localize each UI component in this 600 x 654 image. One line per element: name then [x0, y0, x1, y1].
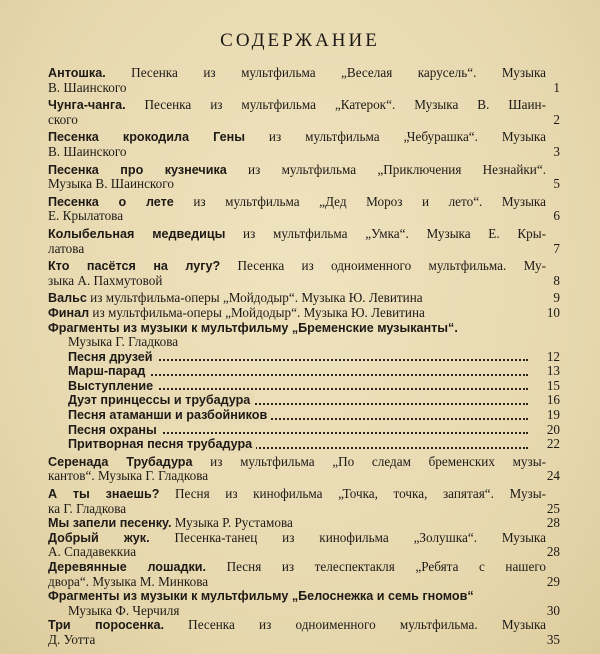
page-number: 6: [553, 209, 560, 224]
page-title: СОДЕРЖАНИЕ: [220, 30, 380, 51]
sub-item-label: Выступление: [68, 378, 154, 393]
entry-text: Песенка из одноименного мультфильма. Му-: [220, 259, 546, 274]
section-composer: Музыка Г. Гладкова: [68, 335, 179, 350]
toc-entry[interactable]: [48, 306, 560, 321]
entry-text: из мультфильма „По следам бременских музы-: [192, 454, 546, 469]
toc-entry[interactable]: [48, 130, 560, 159]
entry-text: В. Шаинского: [48, 144, 127, 159]
entry-text: Песенка из мультфильма „Катерок“. Музыка В. Шаин-: [125, 98, 546, 113]
toc-entry[interactable]: [48, 98, 560, 127]
page-number: 15: [546, 377, 560, 393]
entry-text: Песня из телеспектакля „Ребята с нашего: [206, 560, 546, 574]
sub-item-label: Песня охраны: [68, 422, 157, 437]
entry-text: двора“. Музыка М. Минкова: [48, 574, 209, 589]
section-heading: Фрагменты из музыки к мультфильму „Бременские музыканты“.: [48, 320, 458, 335]
sub-item[interactable]: [48, 408, 560, 423]
entry-text: зыка А. Пахмутовой: [48, 273, 163, 288]
sub-item[interactable]: [48, 393, 560, 408]
page-number: 35: [546, 632, 560, 647]
entry-title: Вальс: [48, 291, 87, 306]
sub-item[interactable]: [48, 423, 560, 438]
page-number: 10: [546, 305, 560, 320]
bremen-section: [48, 321, 560, 350]
toc-entry[interactable]: [48, 66, 560, 95]
page-number: 19: [546, 407, 560, 423]
entry-text: ского: [48, 112, 78, 127]
entry-text: Песня из кинофильма „Точка, точка, запятая“. Музы-: [159, 487, 546, 502]
toc-entry[interactable]: [48, 487, 560, 516]
toc-entry[interactable]: [48, 291, 560, 306]
entry-text: из мультфильма „Дед Мороз и лето“. Музыка: [173, 194, 546, 209]
page-number: 13: [546, 363, 560, 379]
page-number: 24: [546, 469, 560, 484]
page-number: 3: [553, 144, 560, 159]
toc-entry[interactable]: [48, 163, 560, 192]
entry-text: Песенка-танец из кинофильма „Золушка“. Музыка: [149, 530, 546, 545]
sub-item-label: Песня друзей: [68, 349, 153, 364]
entry-title: Песенка крокодила Гены: [48, 130, 246, 145]
entry-title: Мы запели песенку.: [48, 516, 172, 531]
sub-item-label: Притворная песня трубадура: [68, 437, 253, 452]
toc-entry[interactable]: [48, 195, 560, 224]
entry-text: из мультфильма „Приключения Незнайки“.: [226, 162, 546, 177]
entry-text: А. Спадавеккиа: [48, 545, 137, 560]
toc-entry[interactable]: [48, 560, 560, 589]
entry-title: Добрый жук.: [48, 530, 150, 545]
page-number: 16: [546, 392, 560, 408]
sub-item-label: Песня атаманши и разбойников: [68, 408, 268, 423]
toc-entry[interactable]: [48, 516, 560, 531]
page-number: 30: [546, 603, 560, 618]
entry-title: Антошка.: [48, 66, 106, 80]
page-number: 12: [546, 348, 560, 364]
toc-entry[interactable]: [48, 259, 560, 288]
entry-text: из мультфильма „Умка“. Музыка Е. Кры-: [225, 226, 546, 241]
entry-title: Песенка про кузнечика: [48, 162, 227, 177]
page-number: 20: [546, 421, 560, 437]
entry-text: ка Г. Гладкова: [48, 501, 127, 516]
entry-text: из мультфильма „Чебурашка“. Музыка: [245, 130, 546, 145]
entry-title: Финал: [48, 305, 90, 320]
entry-title: Колыбельная медведицы: [48, 226, 226, 241]
page-number: 25: [546, 501, 560, 516]
toc-entry[interactable]: [48, 531, 560, 560]
entry-text: В. Шаинского: [48, 80, 127, 95]
page-number: 29: [546, 574, 560, 589]
entry-text: Песенка из одноименного мультфильма. Музыка: [163, 618, 547, 633]
page-number: 22: [546, 436, 560, 452]
toc-entry[interactable]: [48, 589, 560, 618]
entry-title: Деревянные лошадки.: [48, 560, 207, 574]
page-number: 2: [553, 112, 560, 127]
page-number: 9: [553, 291, 560, 306]
toc-entry[interactable]: [48, 618, 560, 647]
page-number: 28: [546, 545, 560, 560]
entry-title: Кто пасётся на лугу?: [48, 259, 221, 274]
entry-text: Песенка из мультфильма „Веселая карусель“. Музыка: [105, 66, 546, 80]
entry-text: Музыка Ф. Черчиля: [68, 603, 180, 618]
page-number: 7: [553, 241, 560, 256]
table-of-contents: [48, 66, 560, 648]
sub-item[interactable]: [48, 379, 560, 394]
entry-text: латова: [48, 241, 85, 256]
entry-title: Серенада Трубадура: [48, 454, 193, 469]
entry-text: кантов“. Музыка Г. Гладкова: [48, 469, 209, 484]
page-number: 8: [553, 273, 560, 288]
toc-entry[interactable]: [48, 227, 560, 256]
entry-text: Д. Уотта: [48, 632, 96, 647]
entry-text: из мультфильма-оперы „Мойдодыр“. Музыка Ю. Левитина: [89, 305, 425, 320]
page-number: 5: [553, 177, 560, 192]
entry-text: из мультфильма-оперы „Мойдодыр“. Музыка Ю. Левитина: [86, 291, 423, 306]
entry-title: Фрагменты из музыки к мультфильму „Белоснежка и семь гномов“: [48, 589, 474, 604]
entry-title: А ты знаешь?: [48, 487, 160, 502]
entry-title: Чунга-чанга.: [48, 98, 126, 113]
entry-text: Музыка Р. Рустамова: [171, 516, 293, 531]
entry-title: Три поросенка.: [48, 618, 164, 633]
entry-title: Песенка о лете: [48, 194, 174, 209]
sub-item[interactable]: [48, 364, 560, 379]
page-number: 28: [546, 516, 560, 531]
entry-text: Музыка В. Шаинского: [48, 177, 174, 192]
sub-item[interactable]: [48, 437, 560, 452]
sub-item[interactable]: [48, 350, 560, 365]
page-number: 1: [553, 80, 560, 95]
entry-text: Е. Крылатова: [48, 209, 124, 224]
toc-entry[interactable]: [48, 455, 560, 484]
sub-item-label: Дуэт принцессы и трубадура: [68, 393, 251, 408]
sub-item-label: Марш-парад: [68, 364, 146, 379]
